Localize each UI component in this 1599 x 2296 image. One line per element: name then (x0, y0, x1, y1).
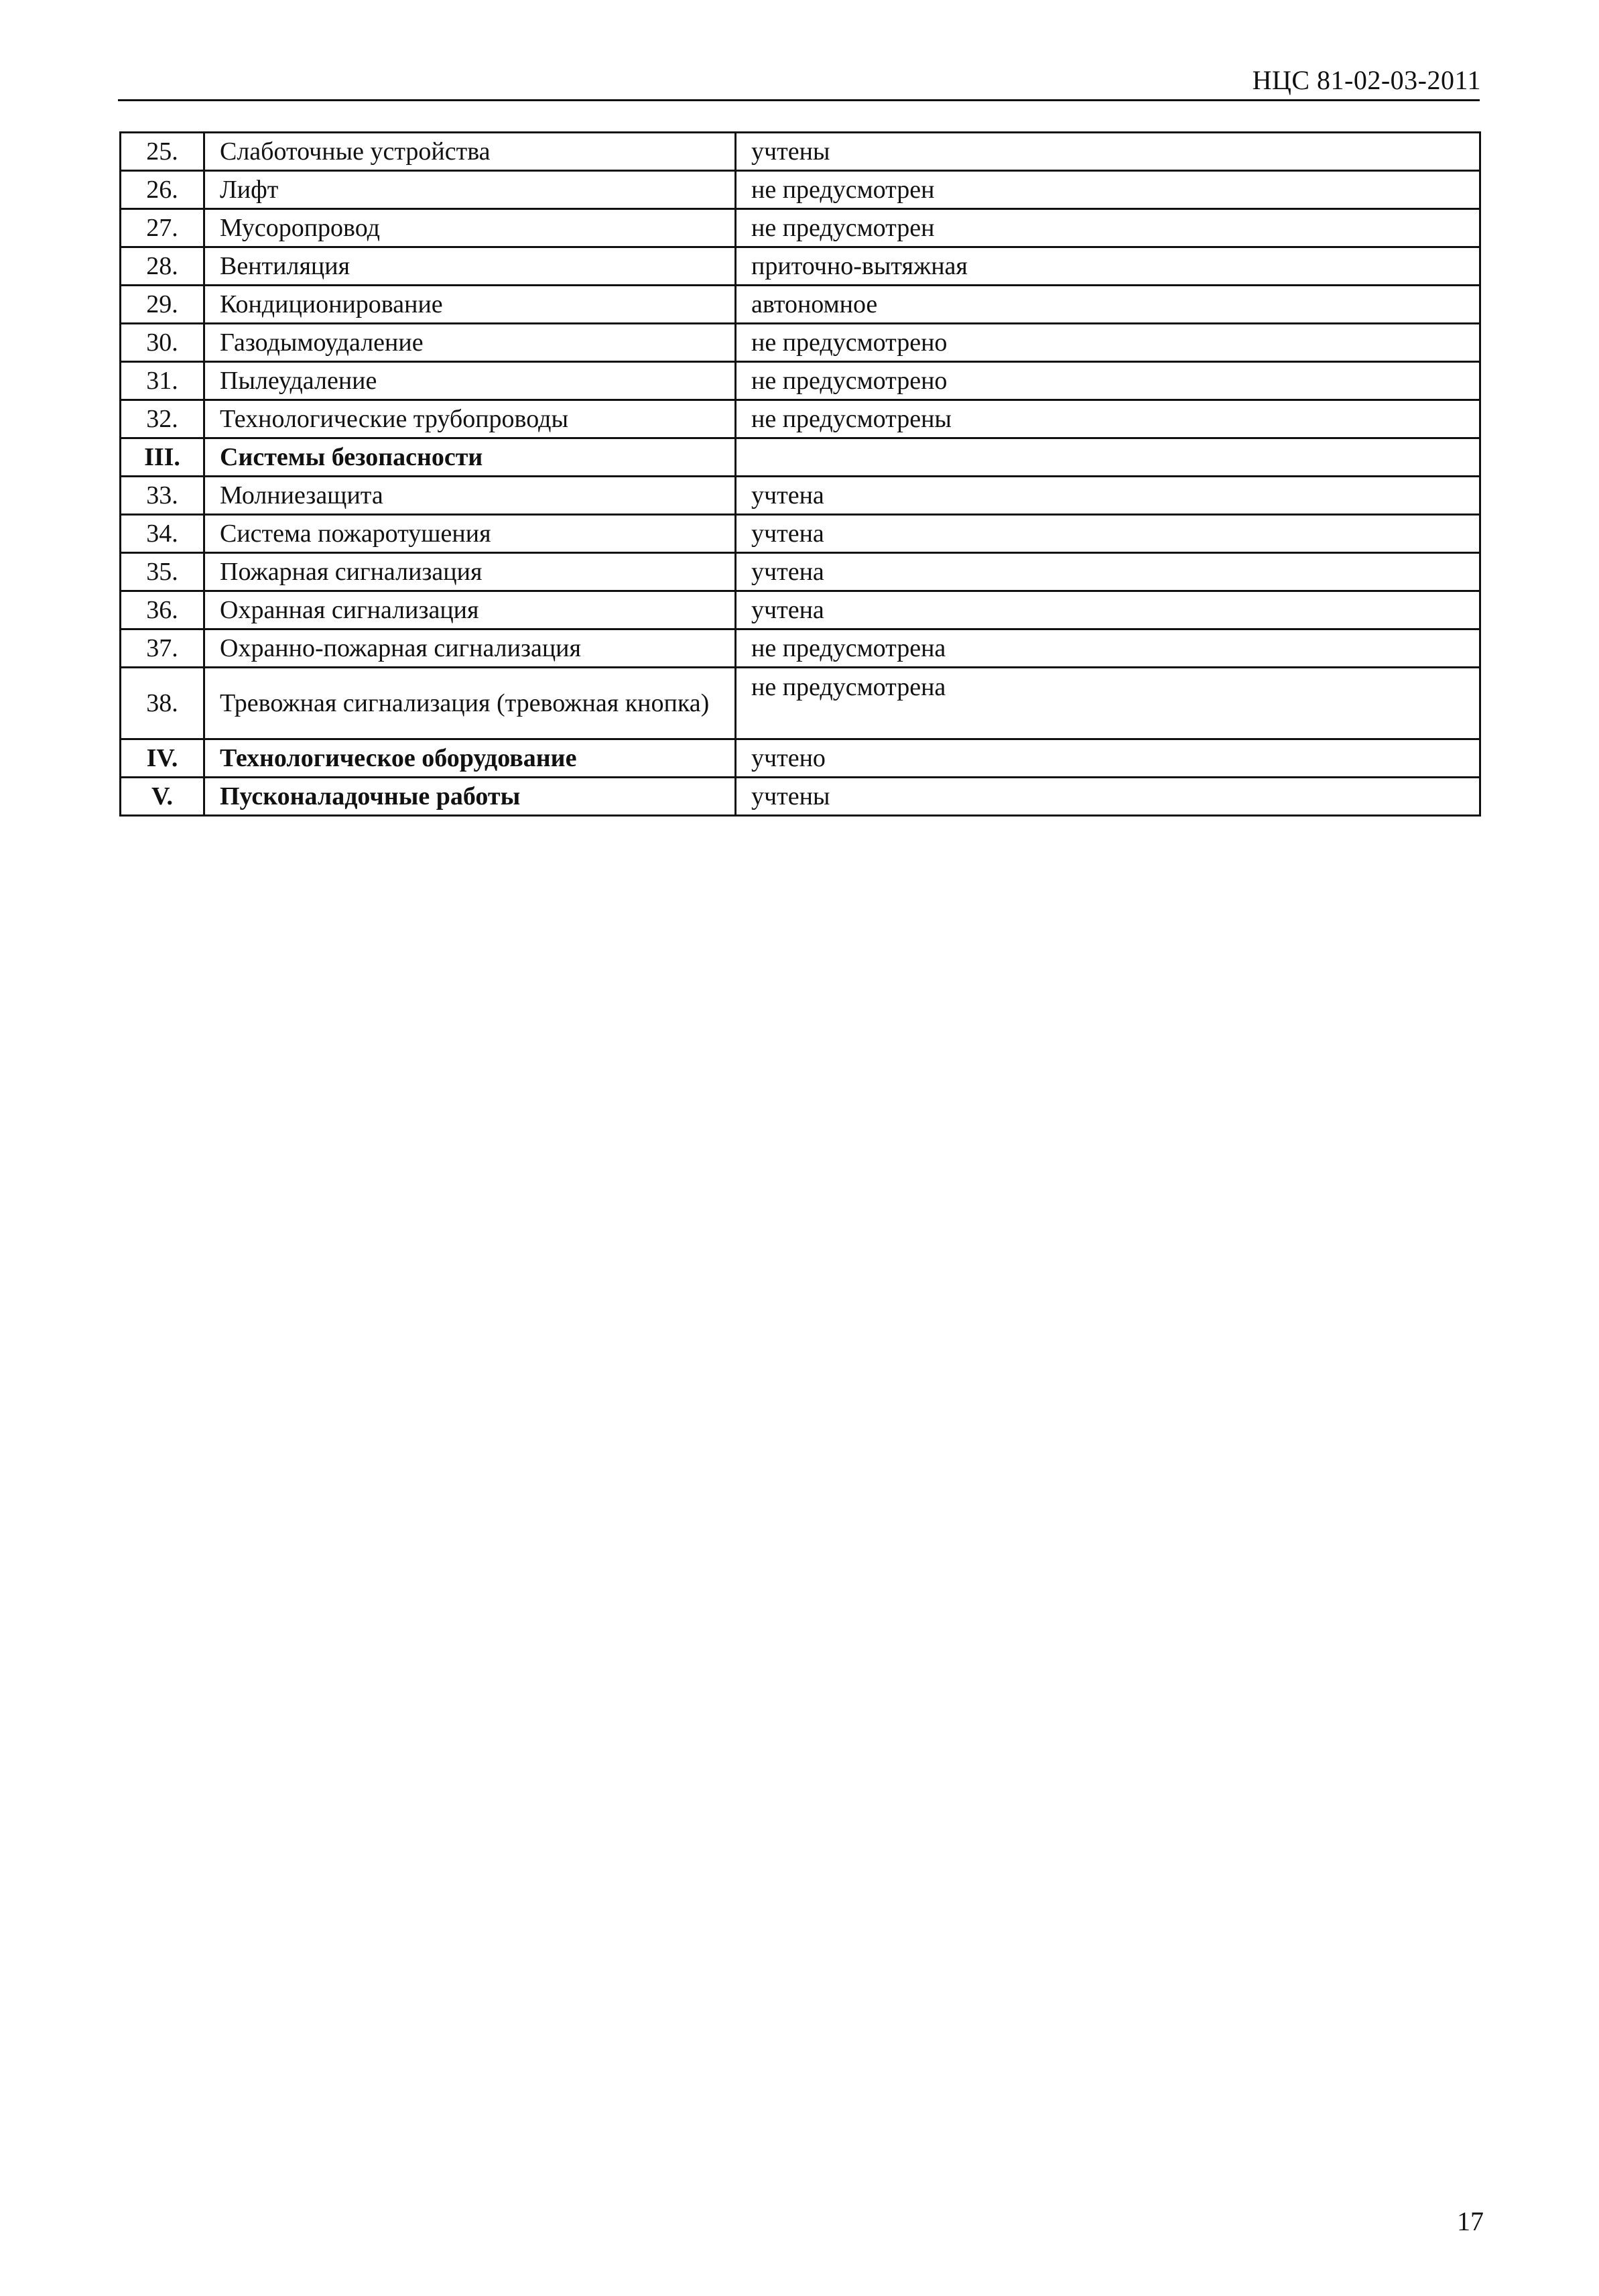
row-name: Вентиляция (204, 247, 736, 286)
row-number: 33. (121, 477, 204, 515)
section-row (121, 778, 1480, 816)
table-row (121, 629, 1480, 668)
row-number: 25. (121, 133, 204, 171)
section-title: Технологическое оборудование (204, 739, 736, 778)
row-value: не предусмотрен (736, 171, 1480, 209)
table-row (121, 171, 1480, 209)
section-row (121, 438, 1480, 477)
row-value (736, 438, 1480, 477)
row-value: учтено (736, 739, 1480, 778)
row-name: Охранно-пожарная сигнализация (204, 629, 736, 668)
row-number: 26. (121, 171, 204, 209)
row-number: 36. (121, 591, 204, 629)
row-name: Охранная сигнализация (204, 591, 736, 629)
row-number: 34. (121, 515, 204, 553)
section-number: V. (121, 778, 204, 816)
row-value: учтена (736, 553, 1480, 591)
row-name: Система пожаротушения (204, 515, 736, 553)
header-rule (118, 99, 1480, 101)
row-value: не предусмотрена (736, 629, 1480, 668)
page-number: 17 (1457, 2206, 1484, 2236)
table-row (121, 324, 1480, 362)
table-row (121, 247, 1480, 286)
table-row (121, 668, 1480, 739)
row-name: Слаботочные устройства (204, 133, 736, 171)
row-number: 30. (121, 324, 204, 362)
table-row (121, 286, 1480, 324)
table-row (121, 209, 1480, 247)
row-value: автономное (736, 286, 1480, 324)
table-row (121, 515, 1480, 553)
row-value: не предусмотрена (736, 668, 1480, 739)
row-value: учтена (736, 515, 1480, 553)
row-number: 27. (121, 209, 204, 247)
row-number: 31. (121, 362, 204, 400)
row-number: 32. (121, 400, 204, 438)
row-name: Мусоропровод (204, 209, 736, 247)
row-name: Молниезащита (204, 477, 736, 515)
row-number: 37. (121, 629, 204, 668)
row-name: Газодымоудаление (204, 324, 736, 362)
section-title: Системы безопасности (204, 438, 736, 477)
row-value: учтены (736, 133, 1480, 171)
row-value: приточно-вытяжная (736, 247, 1480, 286)
table-row (121, 591, 1480, 629)
row-name: Пылеудаление (204, 362, 736, 400)
specification-table (119, 131, 1481, 817)
row-value: учтены (736, 778, 1480, 816)
row-name: Технологические трубопроводы (204, 400, 736, 438)
row-value: не предусмотрено (736, 362, 1480, 400)
row-value: не предусмотрены (736, 400, 1480, 438)
section-title: Пусконаладочные работы (204, 778, 736, 816)
row-value: не предусмотрен (736, 209, 1480, 247)
row-number: 38. (121, 668, 204, 739)
row-number: 28. (121, 247, 204, 286)
row-name: Кондиционирование (204, 286, 736, 324)
table-row (121, 553, 1480, 591)
table-row (121, 400, 1480, 438)
row-name: Лифт (204, 171, 736, 209)
row-value: учтена (736, 477, 1480, 515)
row-value: не предусмотрено (736, 324, 1480, 362)
row-name: Тревожная сигнализация (тревожная кнопка) (204, 668, 736, 739)
section-number: IV. (121, 739, 204, 778)
section-number: III. (121, 438, 204, 477)
document-code: НЦС 81-02-03-2011 (1252, 65, 1481, 95)
table-row (121, 362, 1480, 400)
row-name: Пожарная сигнализация (204, 553, 736, 591)
table-row (121, 477, 1480, 515)
section-row (121, 739, 1480, 778)
row-value: учтена (736, 591, 1480, 629)
row-number: 35. (121, 553, 204, 591)
table-row (121, 133, 1480, 171)
row-number: 29. (121, 286, 204, 324)
